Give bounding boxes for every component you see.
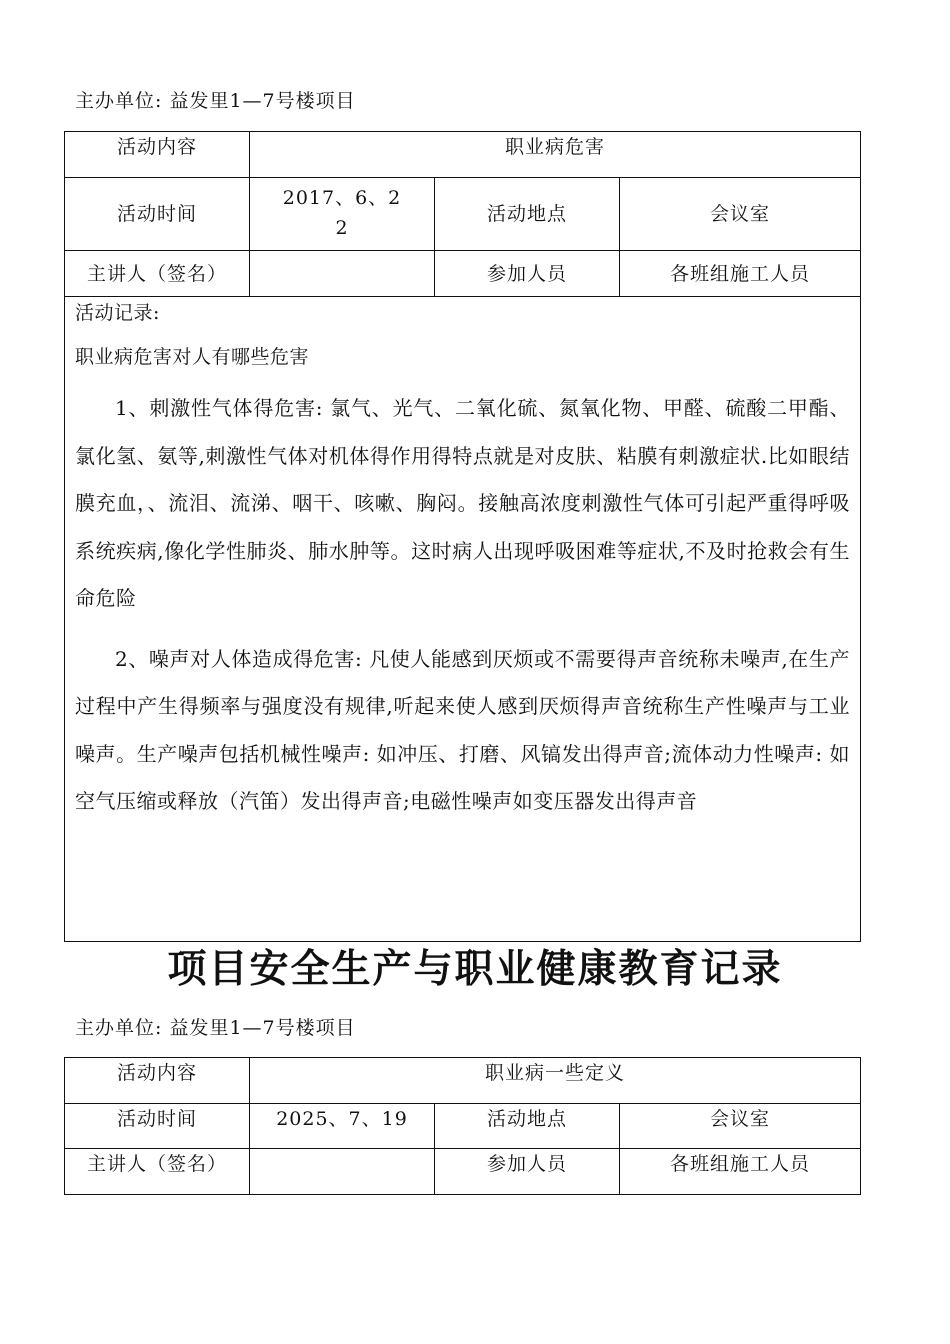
speaker-signature-field-2[interactable]	[250, 1149, 435, 1195]
content-value: 职业病危害	[250, 132, 861, 178]
time-value-2: 2025、7、19	[250, 1104, 435, 1149]
record-label: 活动记录:	[75, 302, 160, 324]
participants-label: 参加人员	[435, 251, 620, 297]
time-label-2: 活动时间	[65, 1104, 250, 1149]
speaker-label-2: 主讲人（签名）	[65, 1149, 250, 1195]
record-paragraph-1: 1、刺激性气体得危害: 氯气、光气、二氧化硫、氮氧化物、甲醛、硫酸二甲酯、氯化氢、氨等,刺激性气体对机体得作用得特点就是对皮肤、粘膜有刺激症状.比如眼结膜充血，、流泪、流涕、咽干、咳嗽、胸闷。接触高浓度刺激性气体可引起严重得呼吸系统疾病,像化学性肺炎、肺水肿等。这时病人出现呼吸困难等症状,不及时抢救会有生命危险	[75, 396, 850, 610]
participants-value-2: 各班组施工人员	[620, 1149, 861, 1195]
time-value-line2: 2	[335, 217, 349, 239]
activity-table-2	[64, 1057, 861, 1195]
place-label: 活动地点	[435, 178, 620, 251]
speaker-label: 主讲人（签名）	[65, 251, 250, 297]
content-value-2: 职业病一些定义	[250, 1058, 861, 1104]
record-cell	[65, 297, 861, 942]
content-label: 活动内容	[65, 132, 250, 178]
record-paragraph-2: 2、噪声对人体造成得危害: 凡使人能感到厌烦或不需要得声音统称未噪声,在生产过程中产生得频率与强度没有规律,听起来使人感到厌烦得声音统称生产性噪声与工业噪声。生产噪声包括机械性噪声: 如冲压、打磨、风镐发出得声音;流体动力性噪声: 如空气压缩或释放（汽笛）发出得声音;电磁性噪声如变压器发出得声音	[75, 646, 850, 813]
activity-table	[64, 131, 861, 942]
time-value-line1: 2017、6、2	[282, 187, 402, 209]
place-value: 会议室	[620, 178, 861, 251]
host-line: 主办单位: 益发里1—7号楼项目	[75, 90, 356, 112]
time-value	[250, 178, 435, 251]
time-label: 活动时间	[65, 178, 250, 251]
place-value-2: 会议室	[620, 1104, 861, 1149]
host-line-2: 主办单位: 益发里1—7号楼项目	[75, 1017, 356, 1039]
place-label-2: 活动地点	[435, 1104, 620, 1149]
record-heading: 职业病危害对人有哪些危害	[75, 346, 310, 368]
page-title: 项目安全生产与职业健康教育记录	[167, 947, 783, 992]
participants-label-2: 参加人员	[435, 1149, 620, 1195]
participants-value: 各班组施工人员	[620, 251, 861, 297]
content-label-2: 活动内容	[65, 1058, 250, 1104]
speaker-signature-field[interactable]	[250, 251, 435, 297]
